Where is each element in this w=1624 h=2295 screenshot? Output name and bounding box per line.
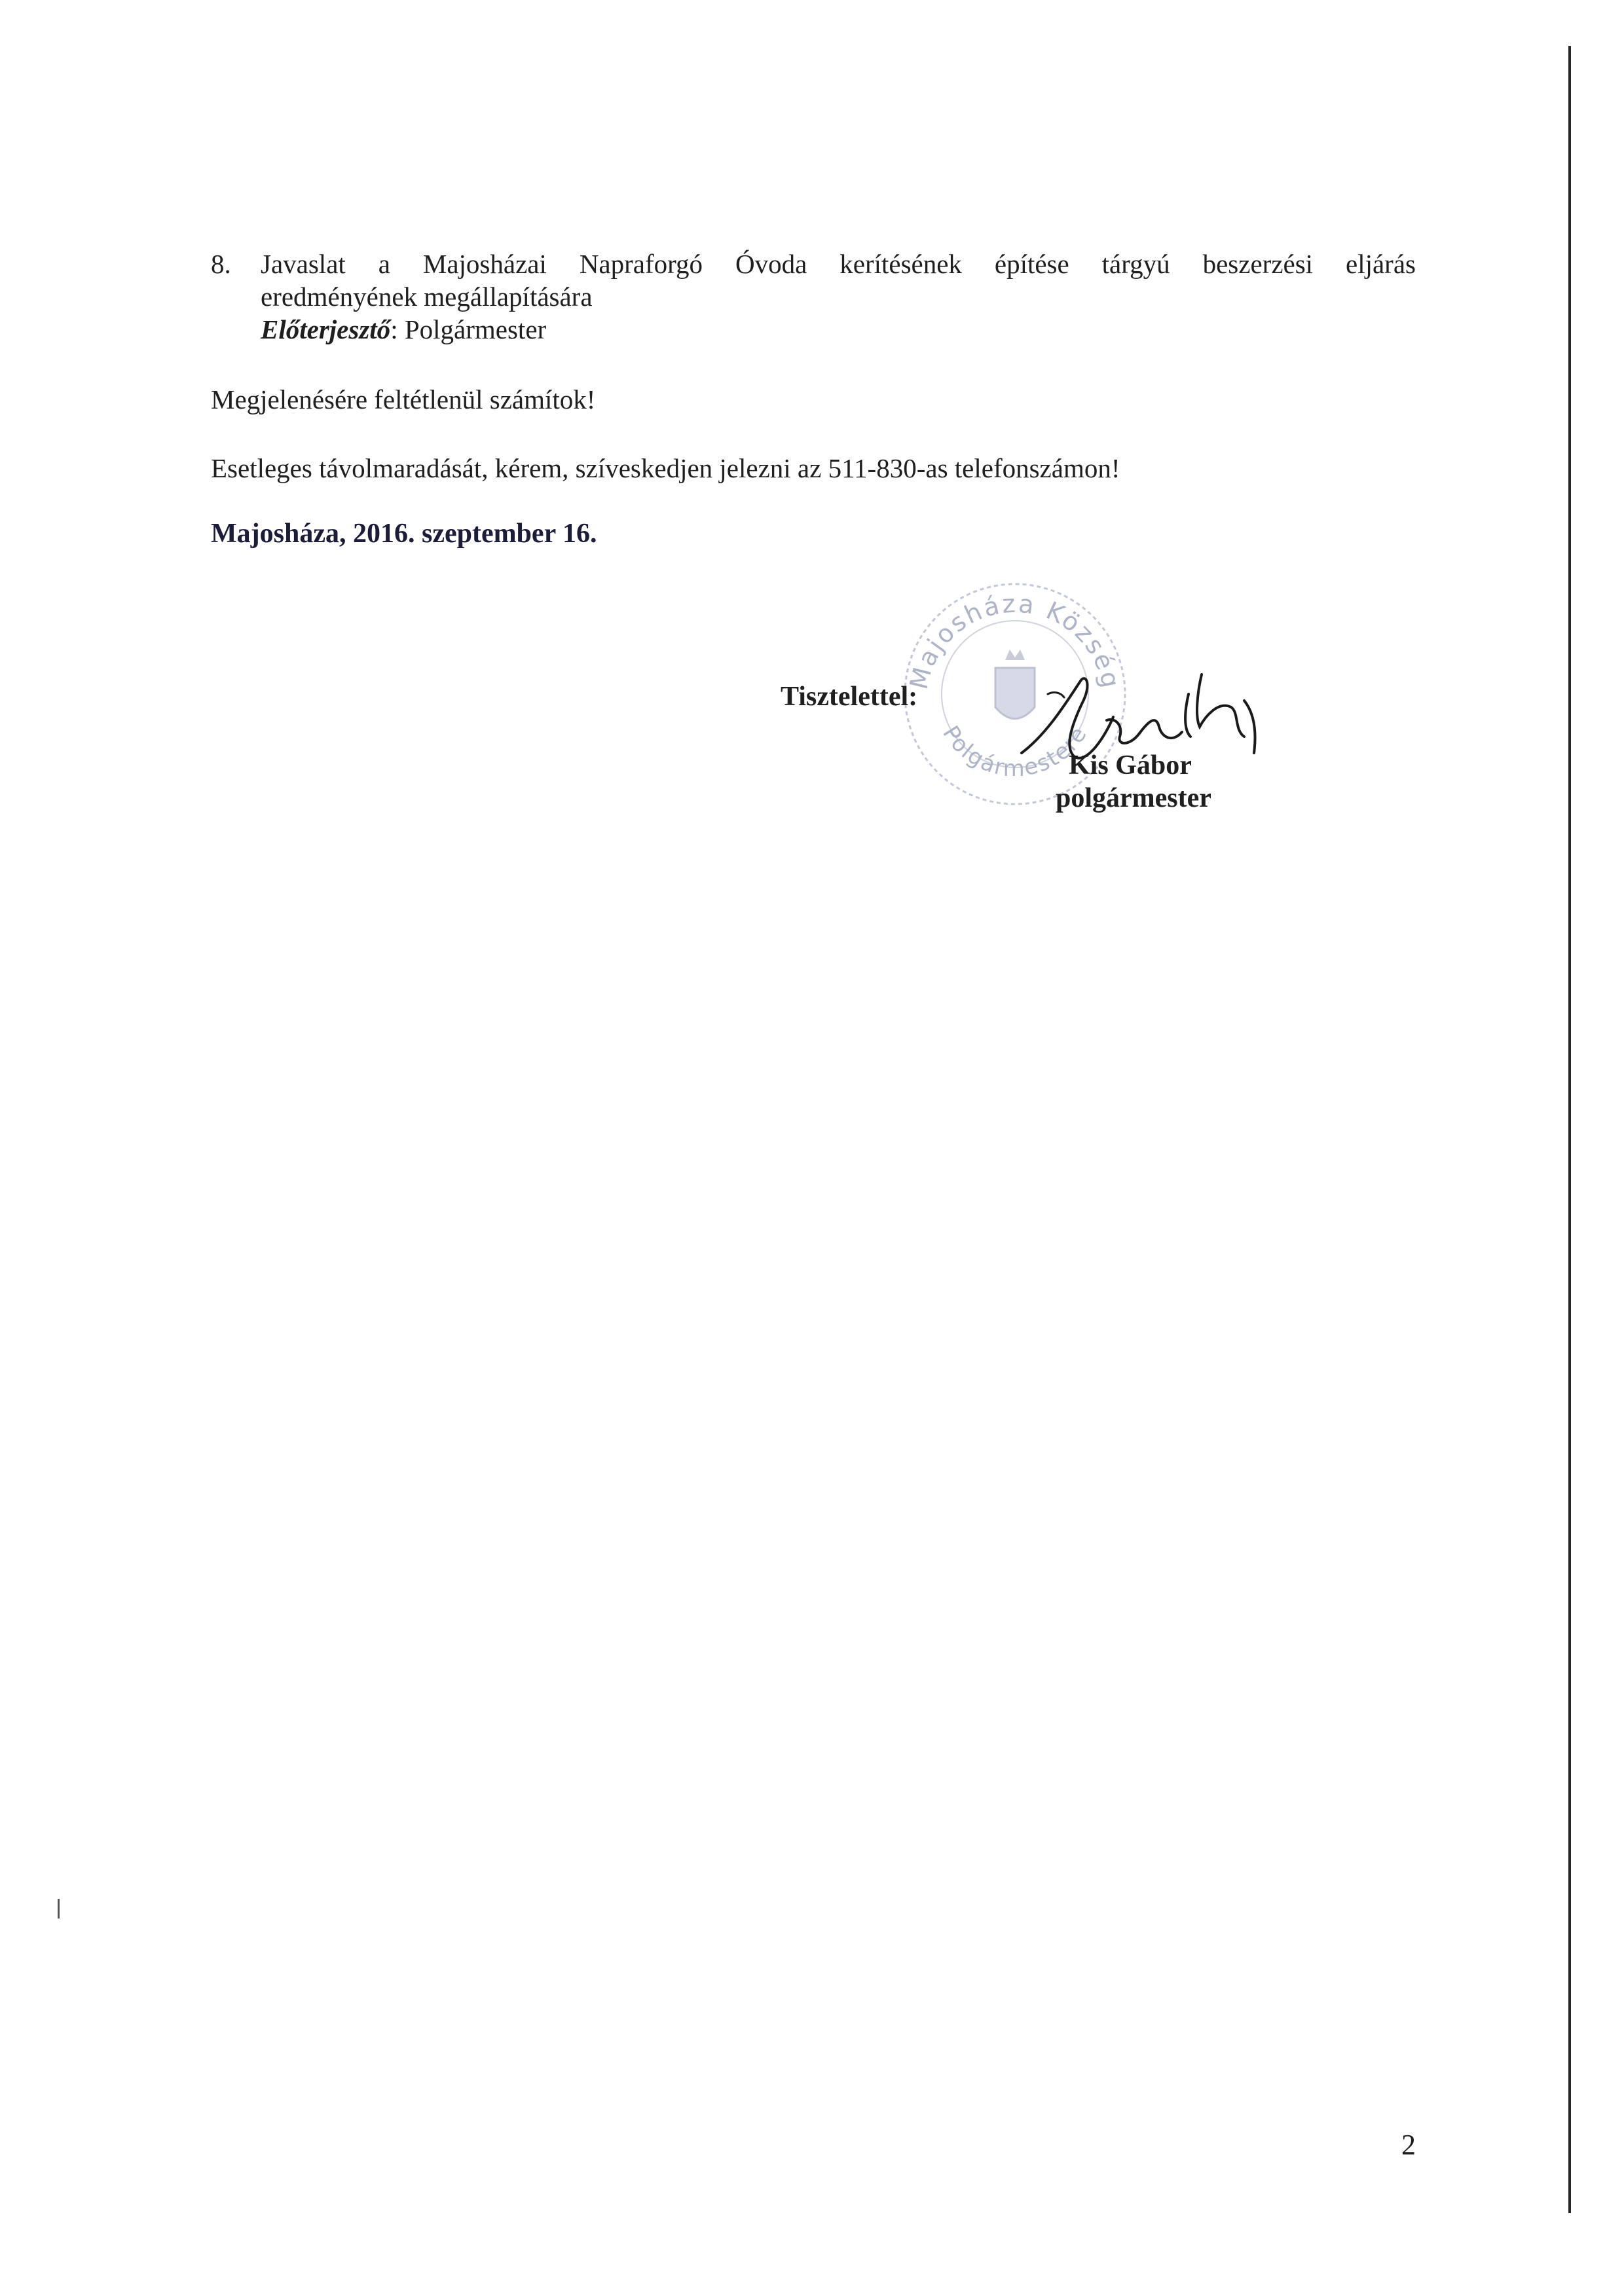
stamp-text-top: Majosháza Község: [904, 589, 1126, 693]
attendance-request: Megjelenésére feltétlenül számítok!: [211, 384, 596, 414]
place-and-date: Majosháza, 2016. szeptember 16.: [211, 519, 597, 549]
page-number: 2: [1401, 2129, 1416, 2161]
agenda-item-presenter: [261, 313, 546, 346]
agenda-item-title-line2: eredményének megállapítására: [261, 282, 593, 312]
agenda-item-number: 8.: [211, 249, 231, 279]
stamp-text-bottom: Polgármestere: [937, 721, 1093, 782]
presenter-label: Előterjesztő: [261, 314, 391, 344]
handwritten-signature: [1008, 655, 1283, 786]
presenter-value: Polgármester: [404, 314, 547, 344]
scan-edge-line: [1568, 46, 1571, 2213]
presenter-separator: :: [390, 314, 405, 344]
closing-salutation: Tisztelettel:: [781, 682, 918, 712]
scan-margin-mark: [58, 1899, 60, 1919]
agenda-item-title-line1: Javaslat a Majosházai Napraforgó Óvoda kerítésének építése tárgyú beszerzési eljárás: [261, 249, 1416, 279]
signer-title: polgármester: [1056, 783, 1211, 813]
absence-request: Esetleges távolmaradását, kérem, szíveskedjen jelezni az 511-830-as telefonszámon!: [211, 453, 1120, 483]
signer-name: Kis Gábor: [1069, 750, 1192, 780]
